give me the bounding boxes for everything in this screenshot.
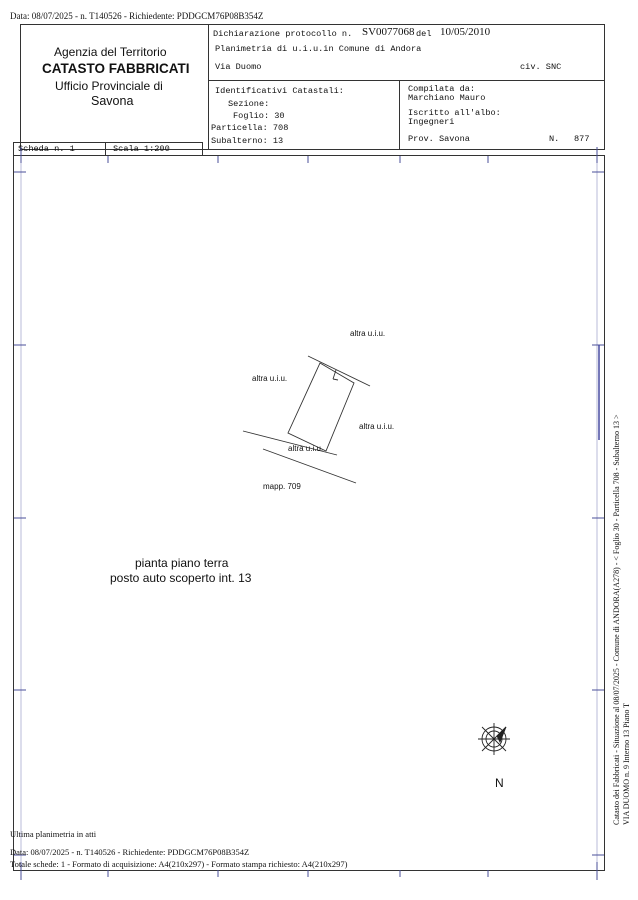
- iscritto-value: Ingegneri: [408, 117, 455, 127]
- label-altra-uiu-top: altra u.i.u.: [350, 329, 386, 338]
- protocol-date: 10/05/2010: [440, 26, 491, 38]
- top-stamp: Data: 08/07/2025 - n. T140526 - Richiedente: PDDGCM76P08B354Z: [10, 11, 264, 21]
- protocol-number: SV0077068: [362, 26, 415, 38]
- n-value: 877: [574, 134, 590, 144]
- n-label: N.: [549, 134, 560, 144]
- foglio: Foglio: 30: [233, 111, 285, 121]
- civic-number: civ. SNC: [520, 62, 562, 72]
- iscritto-label: Iscritto all'albo:: [408, 108, 501, 118]
- label-altra-uiu-right: altra u.i.u.: [359, 422, 395, 431]
- side-text-line1: Catasto dei Fabbricati - Situazione al 08/07/2025 - Comune di ANDORA(A278) - < Foglio 30 - Particella 708 - Subalterno 13 >: [612, 414, 621, 825]
- identifiers-title: Identificativi Catastali:: [215, 86, 344, 96]
- office-city: Savona: [91, 94, 134, 108]
- scheda-number: Scheda n. 1: [18, 144, 75, 154]
- plan-caption-line2: posto auto scoperto int. 13: [110, 571, 252, 585]
- footer-stamp: Data: 08/07/2025 - n. T140526 - Richiedente: PDDGCM76P08B354Z: [10, 847, 250, 857]
- address: Via Duomo: [215, 62, 262, 72]
- plan-caption-line1: pianta piano terra: [135, 556, 229, 570]
- sezione: Sezione:: [228, 99, 270, 109]
- compilata-label: Compilata da:: [408, 84, 476, 94]
- province: Prov. Savona: [408, 134, 470, 144]
- office-label: Ufficio Provinciale di: [55, 79, 163, 93]
- agency-name: Agenzia del Territorio: [54, 45, 167, 59]
- north-label: N: [495, 776, 504, 790]
- declaration-label: Dichiarazione protocollo n.: [213, 29, 353, 39]
- planimetry-title: Planimetria di u.i.u.in Comune di Andora: [215, 44, 422, 54]
- catasto-title: CATASTO FABBRICATI: [42, 61, 190, 76]
- label-altra-uiu-left: altra u.i.u.: [252, 374, 288, 383]
- scala: Scala 1:200: [113, 144, 170, 154]
- subalterno: Subalterno: 13: [211, 136, 284, 146]
- side-text-line2: VIA DUOMO n. 9 Interno 13 Piano T: [622, 702, 631, 825]
- protocol-date-label: del: [416, 29, 432, 39]
- footer-schede: Totale schede: 1 - Formato di acquisizione: A4(210x297) - Formato stampa richiesto: A4(210x297): [10, 859, 348, 869]
- particella: Particella: 708: [211, 123, 289, 133]
- label-mapp: mapp. 709: [263, 482, 301, 491]
- ultima-planimetria: Ultima planimetria in atti: [10, 829, 97, 839]
- label-altra-uiu-bottom: altra u.i.u.: [288, 444, 324, 453]
- compilata-name: Marchiano Mauro: [408, 93, 486, 103]
